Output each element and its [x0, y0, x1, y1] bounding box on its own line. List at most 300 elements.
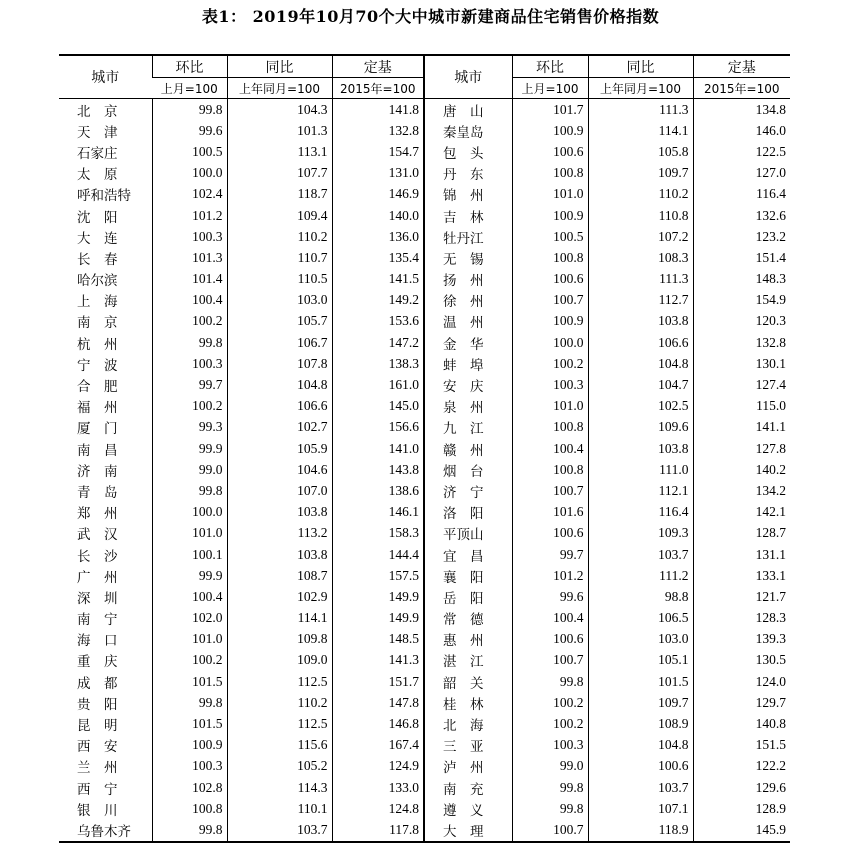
table-row [59, 586, 790, 607]
city-cell: 济 宁 [424, 480, 512, 501]
city-cell: 郑 州 [77, 506, 118, 523]
mom-cell: 100.4 [152, 290, 227, 311]
table-row [59, 608, 790, 629]
yoy-column-header-right: 同比 [588, 55, 693, 78]
mom-cell: 101.5 [152, 671, 227, 692]
yoy-cell: 107.0 [227, 480, 332, 501]
yoy-cell: 111.2 [588, 565, 693, 586]
base-cell: 124.0 [693, 671, 790, 692]
city-cell: 湛 江 [424, 650, 512, 671]
mom-cell: 99.7 [152, 374, 227, 395]
yoy-cell: 110.2 [588, 184, 693, 205]
mom-column-header-right: 环比 [512, 55, 588, 78]
table-row [59, 459, 790, 480]
table-row [59, 120, 790, 141]
mom-cell: 99.8 [152, 99, 227, 121]
mom-cell: 101.0 [152, 523, 227, 544]
mom-cell: 101.3 [152, 247, 227, 268]
yoy-subheader: 上年同月=100 [227, 78, 332, 99]
yoy-cell: 107.7 [227, 163, 332, 184]
city-cell: 天 津 [77, 124, 118, 141]
yoy-subheader-right: 上年同月=100 [588, 78, 693, 99]
table-row [59, 798, 790, 819]
city-cell: 太 原 [77, 167, 118, 184]
mom-cell: 100.9 [512, 205, 588, 226]
mom-cell: 101.4 [152, 269, 227, 290]
city-cell: 岳 阳 [424, 586, 512, 607]
yoy-cell: 104.3 [227, 99, 332, 121]
city-cell: 三 亚 [424, 735, 512, 756]
table-row [59, 777, 790, 798]
yoy-cell: 114.1 [227, 608, 332, 629]
base-cell: 149.9 [332, 586, 424, 607]
table-row [59, 417, 790, 438]
yoy-cell: 110.2 [227, 692, 332, 713]
base-cell: 128.7 [693, 523, 790, 544]
city-cell: 杭 州 [77, 336, 118, 353]
city-cell: 银 川 [77, 802, 118, 819]
base-cell: 140.2 [693, 459, 790, 480]
base-column-header-right: 定基 [693, 55, 790, 78]
mom-cell: 101.7 [512, 99, 588, 121]
table-row [59, 184, 790, 205]
table-row [59, 819, 790, 841]
yoy-cell: 109.6 [588, 417, 693, 438]
yoy-cell: 108.7 [227, 565, 332, 586]
yoy-cell: 107.1 [588, 798, 693, 819]
city-cell: 安 庆 [424, 374, 512, 395]
table-row [59, 374, 790, 395]
mom-cell: 99.8 [152, 332, 227, 353]
yoy-cell: 110.2 [227, 226, 332, 247]
table-row [59, 269, 790, 290]
mom-cell: 100.5 [512, 226, 588, 247]
base-subheader-right: 2015年=100 [693, 78, 790, 99]
base-cell: 143.8 [332, 459, 424, 480]
base-cell: 138.6 [332, 480, 424, 501]
mom-cell: 100.0 [512, 332, 588, 353]
mom-cell: 99.0 [152, 459, 227, 480]
city-cell: 蚌 埠 [424, 353, 512, 374]
base-cell: 132.6 [693, 205, 790, 226]
base-cell: 132.8 [332, 120, 424, 141]
mom-cell: 100.2 [152, 311, 227, 332]
mom-cell: 100.6 [512, 141, 588, 162]
yoy-cell: 113.2 [227, 523, 332, 544]
table-row [59, 735, 790, 756]
mom-cell: 99.8 [512, 798, 588, 819]
city-cell: 武 汉 [77, 527, 118, 544]
base-cell: 128.3 [693, 608, 790, 629]
base-cell: 115.0 [693, 396, 790, 417]
table-row [59, 502, 790, 523]
base-cell: 141.5 [332, 269, 424, 290]
mom-cell: 101.0 [512, 184, 588, 205]
yoy-cell: 104.7 [588, 374, 693, 395]
yoy-cell: 109.3 [588, 523, 693, 544]
mom-cell: 100.6 [512, 269, 588, 290]
table-row [59, 671, 790, 692]
mom-cell: 99.8 [152, 692, 227, 713]
base-cell: 129.7 [693, 692, 790, 713]
city-cell: 泉 州 [424, 396, 512, 417]
base-cell: 151.5 [693, 735, 790, 756]
mom-cell: 102.8 [152, 777, 227, 798]
city-cell: 呼和浩特 [77, 188, 131, 205]
city-cell: 广 州 [77, 569, 118, 586]
mom-cell: 100.7 [512, 480, 588, 501]
city-cell: 锦 州 [424, 184, 512, 205]
mom-cell: 100.3 [152, 756, 227, 777]
table-row [59, 544, 790, 565]
base-cell: 146.9 [332, 184, 424, 205]
mom-cell: 100.8 [512, 163, 588, 184]
yoy-cell: 110.5 [227, 269, 332, 290]
mom-column-header: 环比 [152, 55, 227, 78]
table-row [59, 141, 790, 162]
yoy-cell: 106.6 [227, 396, 332, 417]
city-cell: 牡丹江 [424, 226, 512, 247]
mom-cell: 102.4 [152, 184, 227, 205]
table-header [59, 55, 790, 99]
yoy-cell: 103.8 [588, 311, 693, 332]
base-cell: 156.6 [332, 417, 424, 438]
yoy-cell: 116.4 [588, 502, 693, 523]
mom-cell: 100.2 [512, 353, 588, 374]
city-cell: 惠 州 [424, 629, 512, 650]
yoy-cell: 103.8 [227, 502, 332, 523]
yoy-cell: 106.5 [588, 608, 693, 629]
yoy-cell: 114.1 [588, 120, 693, 141]
city-cell: 南 京 [77, 315, 118, 332]
mom-cell: 100.9 [512, 120, 588, 141]
base-cell: 145.0 [332, 396, 424, 417]
city-cell: 宜 昌 [424, 544, 512, 565]
mom-cell: 100.9 [512, 311, 588, 332]
mom-cell: 99.6 [512, 586, 588, 607]
table-row [59, 163, 790, 184]
table-row [59, 713, 790, 734]
mom-cell: 99.3 [152, 417, 227, 438]
mom-cell: 101.5 [152, 713, 227, 734]
city-cell: 桂 林 [424, 692, 512, 713]
city-cell: 洛 阳 [424, 502, 512, 523]
city-cell: 大 连 [77, 230, 118, 247]
yoy-cell: 105.1 [588, 650, 693, 671]
city-cell: 长 春 [77, 251, 118, 268]
mom-cell: 99.9 [152, 438, 227, 459]
base-cell: 151.7 [332, 671, 424, 692]
base-cell: 117.8 [332, 819, 424, 841]
base-cell: 145.9 [693, 819, 790, 841]
base-cell: 157.5 [332, 565, 424, 586]
mom-cell: 101.0 [152, 629, 227, 650]
mom-cell: 100.7 [512, 290, 588, 311]
city-cell: 西 宁 [77, 781, 118, 798]
table-row [59, 480, 790, 501]
base-cell: 151.4 [693, 247, 790, 268]
base-cell: 134.8 [693, 99, 790, 121]
mom-cell: 99.8 [152, 819, 227, 841]
city-cell: 合 肥 [77, 379, 118, 396]
mom-cell: 100.8 [512, 459, 588, 480]
yoy-cell: 105.7 [227, 311, 332, 332]
mom-cell: 100.9 [152, 735, 227, 756]
base-cell: 147.8 [332, 692, 424, 713]
base-cell: 138.3 [332, 353, 424, 374]
city-cell: 遵 义 [424, 798, 512, 819]
base-cell: 139.3 [693, 629, 790, 650]
city-cell: 南 昌 [77, 442, 118, 459]
yoy-cell: 113.1 [227, 141, 332, 162]
base-cell: 127.0 [693, 163, 790, 184]
mom-cell: 100.7 [512, 650, 588, 671]
base-cell: 129.6 [693, 777, 790, 798]
yoy-cell: 112.1 [588, 480, 693, 501]
city-cell: 厦 门 [77, 421, 118, 438]
yoy-cell: 115.6 [227, 735, 332, 756]
table-row [59, 756, 790, 777]
yoy-cell: 114.3 [227, 777, 332, 798]
yoy-cell: 104.8 [588, 735, 693, 756]
yoy-cell: 103.7 [227, 819, 332, 841]
yoy-cell: 98.8 [588, 586, 693, 607]
mom-cell: 101.6 [512, 502, 588, 523]
table-row [59, 396, 790, 417]
mom-cell: 100.0 [152, 502, 227, 523]
yoy-cell: 106.7 [227, 332, 332, 353]
city-cell: 常 德 [424, 608, 512, 629]
base-cell: 130.5 [693, 650, 790, 671]
city-cell: 南 充 [424, 777, 512, 798]
city-cell: 丹 东 [424, 163, 512, 184]
base-cell: 158.3 [332, 523, 424, 544]
table-row [59, 565, 790, 586]
base-cell: 154.9 [693, 290, 790, 311]
base-cell: 142.1 [693, 502, 790, 523]
yoy-cell: 110.8 [588, 205, 693, 226]
mom-cell: 100.4 [512, 438, 588, 459]
yoy-cell: 102.7 [227, 417, 332, 438]
yoy-cell: 103.0 [588, 629, 693, 650]
yoy-cell: 105.9 [227, 438, 332, 459]
table-row [59, 650, 790, 671]
city-cell: 北 海 [424, 713, 512, 734]
yoy-cell: 105.2 [227, 756, 332, 777]
yoy-column-header: 同比 [227, 55, 332, 78]
yoy-cell: 106.6 [588, 332, 693, 353]
base-cell: 124.8 [332, 798, 424, 819]
mom-cell: 100.6 [512, 629, 588, 650]
table-row [59, 311, 790, 332]
mom-cell: 100.8 [512, 247, 588, 268]
city-cell: 济 南 [77, 463, 118, 480]
mom-cell: 101.2 [152, 205, 227, 226]
city-cell: 成 都 [77, 675, 118, 692]
table-title: 表1： 2019年10月70个大中城市新建商品住宅销售价格指数 [201, 7, 660, 26]
yoy-cell: 112.7 [588, 290, 693, 311]
yoy-cell: 109.0 [227, 650, 332, 671]
mom-cell: 100.5 [152, 141, 227, 162]
yoy-cell: 103.7 [588, 544, 693, 565]
base-cell: 133.1 [693, 565, 790, 586]
base-cell: 140.0 [332, 205, 424, 226]
city-cell: 哈尔滨 [77, 273, 118, 290]
yoy-cell: 118.9 [588, 819, 693, 841]
city-cell: 上 海 [77, 294, 118, 311]
city-cell: 唐 山 [424, 99, 512, 121]
mom-cell: 100.2 [512, 713, 588, 734]
yoy-cell: 109.7 [588, 163, 693, 184]
yoy-cell: 104.6 [227, 459, 332, 480]
table-row [59, 629, 790, 650]
base-cell: 144.4 [332, 544, 424, 565]
table-row [59, 99, 790, 121]
city-cell: 韶 关 [424, 671, 512, 692]
city-cell: 九 江 [424, 417, 512, 438]
yoy-cell: 102.9 [227, 586, 332, 607]
table-row [59, 205, 790, 226]
base-cell: 124.9 [332, 756, 424, 777]
base-cell: 146.1 [332, 502, 424, 523]
base-cell: 120.3 [693, 311, 790, 332]
yoy-cell: 111.0 [588, 459, 693, 480]
city-cell: 石家庄 [77, 145, 118, 162]
city-column-header: 城市 [59, 55, 152, 99]
base-cell: 132.8 [693, 332, 790, 353]
table-row [59, 290, 790, 311]
base-cell: 141.8 [332, 99, 424, 121]
base-cell: 161.0 [332, 374, 424, 395]
mom-cell: 100.7 [512, 819, 588, 841]
yoy-cell: 103.8 [227, 544, 332, 565]
base-cell: 153.6 [332, 311, 424, 332]
base-cell: 167.4 [332, 735, 424, 756]
mom-cell: 102.0 [152, 608, 227, 629]
city-cell: 沈 阳 [77, 209, 118, 226]
city-cell: 吉 林 [424, 205, 512, 226]
table-row [59, 332, 790, 353]
city-cell: 乌鲁木齐 [59, 819, 152, 841]
city-column-header-right: 城市 [424, 55, 512, 99]
mom-cell: 101.2 [512, 565, 588, 586]
base-cell: 140.8 [693, 713, 790, 734]
base-cell: 131.0 [332, 163, 424, 184]
yoy-cell: 107.8 [227, 353, 332, 374]
mom-cell: 100.2 [512, 692, 588, 713]
base-cell: 136.0 [332, 226, 424, 247]
yoy-cell: 118.7 [227, 184, 332, 205]
mom-cell: 100.1 [152, 544, 227, 565]
base-cell: 131.1 [693, 544, 790, 565]
city-cell: 秦皇岛 [424, 120, 512, 141]
mom-cell: 100.3 [152, 353, 227, 374]
price-index-table [59, 54, 790, 843]
yoy-cell: 112.5 [227, 713, 332, 734]
base-cell: 123.2 [693, 226, 790, 247]
city-cell: 徐 州 [424, 290, 512, 311]
yoy-cell: 104.8 [227, 374, 332, 395]
base-cell: 130.1 [693, 353, 790, 374]
mom-cell: 99.0 [512, 756, 588, 777]
table-body [59, 99, 790, 842]
mom-cell: 101.0 [512, 396, 588, 417]
base-cell: 148.3 [693, 269, 790, 290]
base-cell: 134.2 [693, 480, 790, 501]
mom-subheader-right: 上月=100 [512, 78, 588, 99]
city-cell: 扬 州 [424, 269, 512, 290]
yoy-cell: 110.7 [227, 247, 332, 268]
city-cell: 长 沙 [77, 548, 118, 565]
yoy-cell: 104.8 [588, 353, 693, 374]
base-column-header: 定基 [332, 55, 424, 78]
yoy-cell: 108.3 [588, 247, 693, 268]
mom-cell: 100.8 [512, 417, 588, 438]
base-cell: 149.2 [332, 290, 424, 311]
yoy-cell: 111.3 [588, 269, 693, 290]
yoy-cell: 110.1 [227, 798, 332, 819]
city-cell: 兰 州 [77, 760, 118, 777]
city-cell: 南 宁 [77, 612, 118, 629]
mom-cell: 99.9 [152, 565, 227, 586]
yoy-cell: 108.9 [588, 713, 693, 734]
mom-cell: 100.3 [512, 735, 588, 756]
mom-cell: 100.8 [152, 798, 227, 819]
base-cell: 122.2 [693, 756, 790, 777]
yoy-cell: 101.3 [227, 120, 332, 141]
mom-cell: 99.8 [152, 480, 227, 501]
yoy-cell: 101.5 [588, 671, 693, 692]
city-cell: 贵 阳 [77, 696, 118, 713]
base-cell: 121.7 [693, 586, 790, 607]
yoy-cell: 109.8 [227, 629, 332, 650]
mom-cell: 100.4 [512, 608, 588, 629]
yoy-cell: 103.7 [588, 777, 693, 798]
base-cell: 154.7 [332, 141, 424, 162]
mom-cell: 100.2 [152, 650, 227, 671]
yoy-cell: 112.5 [227, 671, 332, 692]
base-cell: 141.0 [332, 438, 424, 459]
mom-cell: 99.8 [512, 777, 588, 798]
base-cell: 141.1 [693, 417, 790, 438]
city-cell: 无 锡 [424, 247, 512, 268]
mom-cell: 99.7 [512, 544, 588, 565]
yoy-cell: 100.6 [588, 756, 693, 777]
yoy-cell: 102.5 [588, 396, 693, 417]
mom-cell: 100.4 [152, 586, 227, 607]
city-cell: 昆 明 [77, 718, 118, 735]
base-cell: 116.4 [693, 184, 790, 205]
yoy-cell: 103.0 [227, 290, 332, 311]
base-cell: 127.8 [693, 438, 790, 459]
city-cell: 海 口 [77, 633, 118, 650]
city-cell: 赣 州 [424, 438, 512, 459]
base-cell: 141.3 [332, 650, 424, 671]
base-cell: 148.5 [332, 629, 424, 650]
city-cell: 温 州 [424, 311, 512, 332]
city-cell: 北 京 [77, 103, 118, 120]
base-cell: 127.4 [693, 374, 790, 395]
city-cell: 包 头 [424, 141, 512, 162]
mom-cell: 100.2 [152, 396, 227, 417]
city-cell: 福 州 [77, 400, 118, 417]
yoy-cell: 109.7 [588, 692, 693, 713]
city-cell: 大 理 [424, 819, 512, 841]
mom-cell: 99.8 [512, 671, 588, 692]
city-cell: 深 圳 [77, 590, 118, 607]
mom-cell: 100.3 [512, 374, 588, 395]
table-row [59, 692, 790, 713]
